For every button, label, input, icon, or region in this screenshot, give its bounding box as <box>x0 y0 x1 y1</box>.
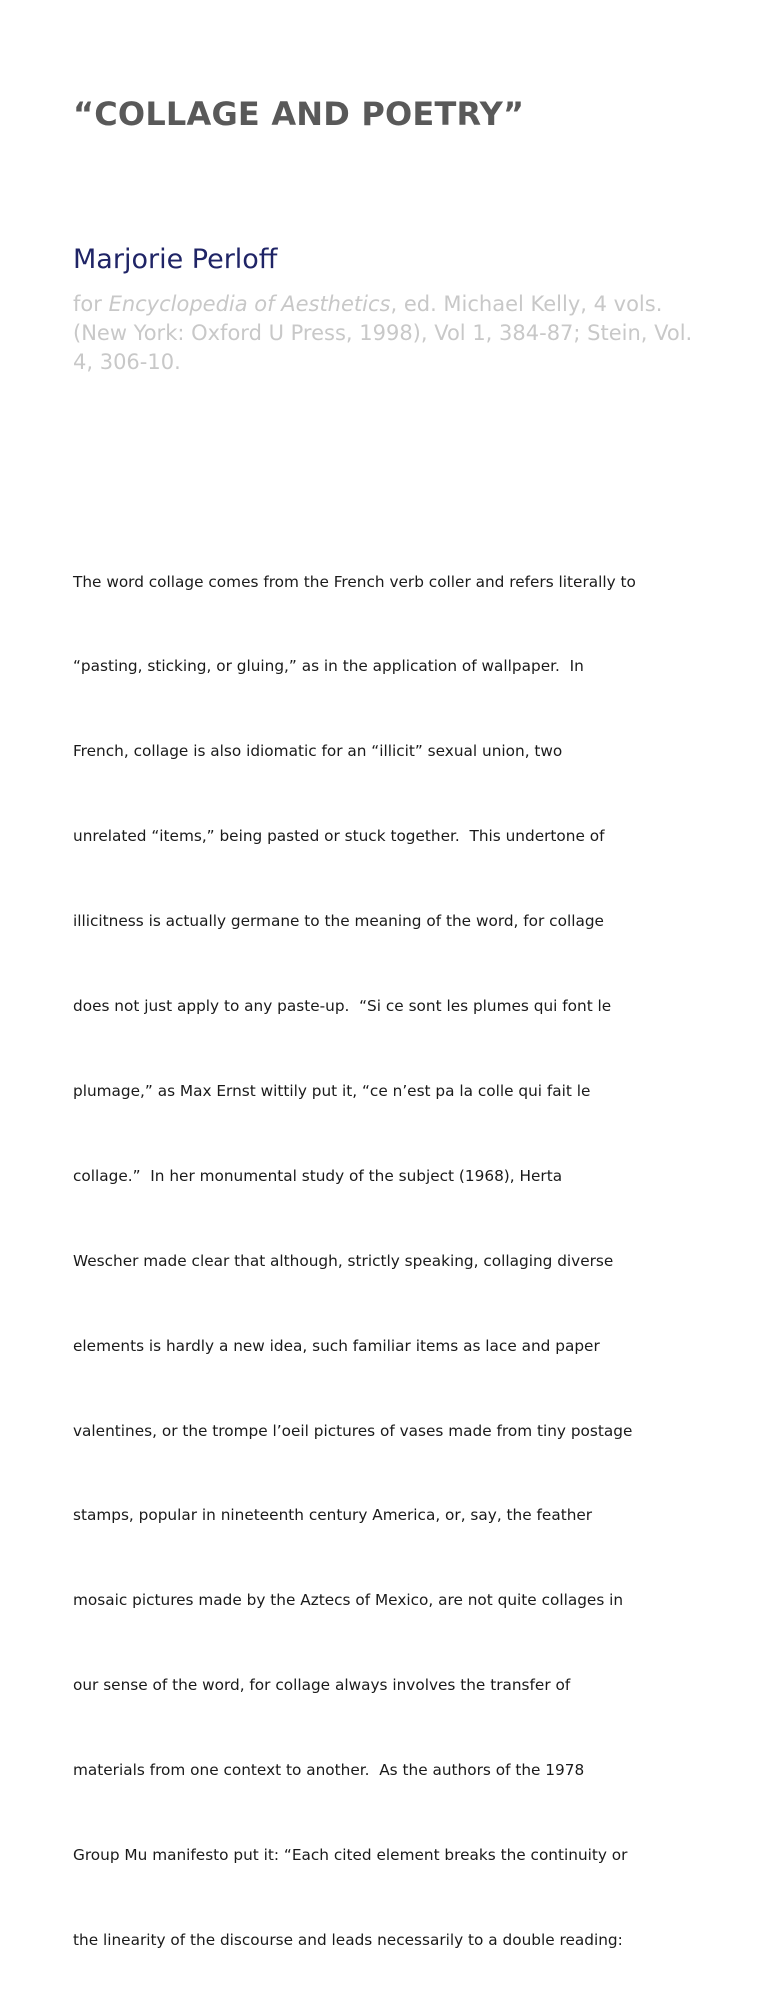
citation-details: , ed. Michael Kelly, 4 vols. (New York: Oxford U Press, 1998), Vol 1, 384-87; Stein, Vol. 4, 306-10. <box>73 292 693 374</box>
body-line: elements is hardly a new idea, such familiar items as lace and paper <box>73 1336 600 1355</box>
body-line: Wescher made clear that although, strictly speaking, collaging diverse <box>73 1251 614 1270</box>
body-line: the linearity of the discourse and leads necessarily to a double reading: <box>73 1930 623 1949</box>
body-line: does not just apply to any paste-up. “Si ce sont les plumes qui font le <box>73 997 612 1016</box>
body-line: mosaic pictures made by the Aztecs of Mexico, are not quite collages in <box>73 1591 624 1610</box>
body-line: unrelated “items,” being pasted or stuck together. This undertone of <box>73 827 605 846</box>
body-line: our sense of the word, for collage always involves the transfer of <box>73 1676 571 1695</box>
body-line: illicitness is actually germane to the meaning of the word, for collage <box>73 912 604 931</box>
body-line: French, collage is also idiomatic for an “illicit” sexual union, two <box>73 742 563 761</box>
citation <box>73 290 698 377</box>
body-line: valentines, or the trompe l’oeil pictures of vases made from tiny postage <box>73 1421 633 1440</box>
body-line: The word collage comes from the French verb coller and refers literally to <box>73 572 636 591</box>
author-name: Marjorie Perloff <box>73 244 278 275</box>
document-title: “COLLAGE AND POETRY” <box>73 95 525 133</box>
body-line: materials from one context to another. As the authors of the 1978 <box>73 1761 585 1780</box>
body-line: stamps, popular in nineteenth century America, or, say, the feather <box>73 1506 593 1525</box>
citation-work-title: Encyclopedia of Aesthetics <box>108 292 391 316</box>
body-line: collage.” In her monumental study of the subject (1968), Herta <box>73 1166 563 1185</box>
body-line: plumage,” as Max Ernst wittily put it, “ce n’est pa la colle qui fait le <box>73 1081 591 1100</box>
body-line: Group Mu manifesto put it: “Each cited element breaks the continuity or <box>73 1845 628 1864</box>
body-paragraph <box>73 511 636 2011</box>
body-line: “pasting, sticking, or gluing,” as in the application of wallpaper. In <box>73 657 584 676</box>
citation-prefix: for <box>73 292 109 316</box>
